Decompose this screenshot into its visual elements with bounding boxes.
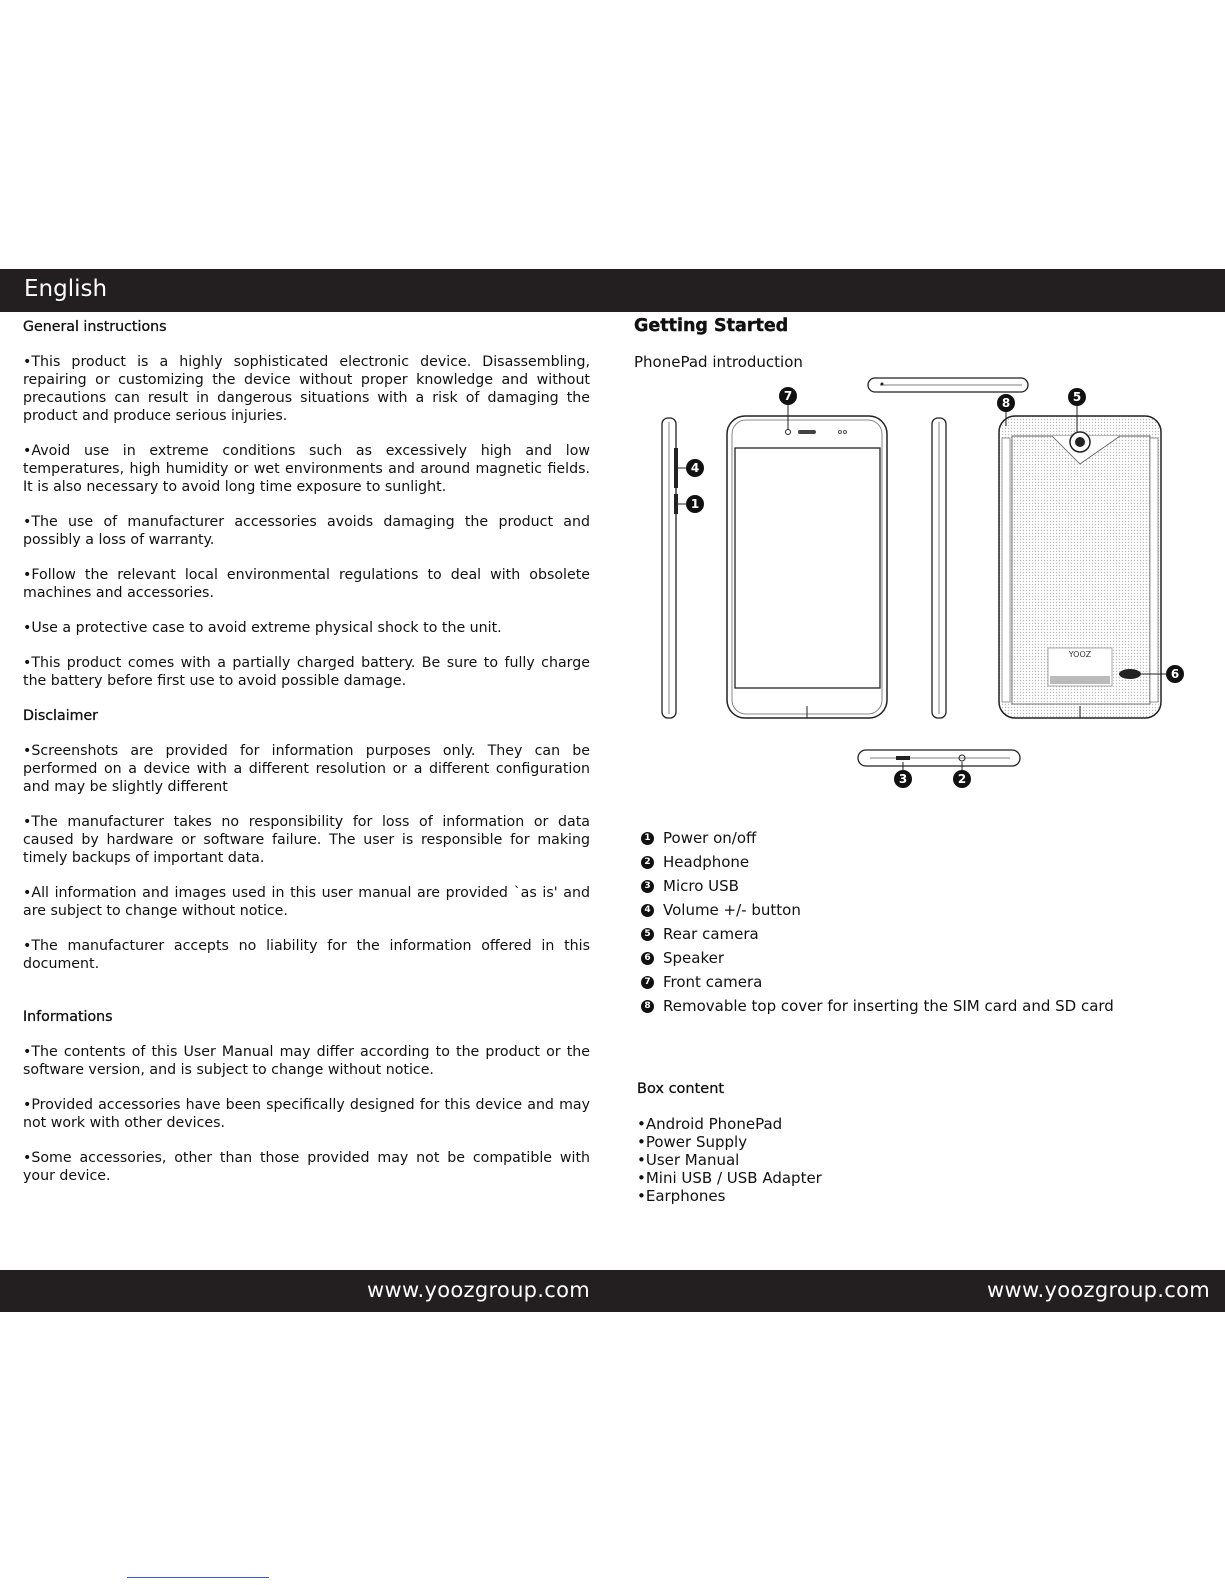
footer-url-right[interactable]: www.yoozgroup.com xyxy=(987,1278,1211,1302)
right-column xyxy=(634,316,1194,371)
legend-number: 6 xyxy=(641,952,654,965)
general-paragraph: •Avoid use in extreme conditions such as excessively high and low temperatures, high humidity or wet environments and around magnetic fields. It is also necessary to avoid long time exposure to sunlight. xyxy=(23,443,590,495)
left-column xyxy=(23,318,590,1185)
legend-item xyxy=(641,826,1114,850)
legend-label: Headphone xyxy=(663,853,750,871)
footer-url-left[interactable]: www.yoozgroup.com xyxy=(367,1278,591,1302)
legend-item xyxy=(641,970,1114,994)
right-side-view xyxy=(932,418,946,718)
component-legend xyxy=(641,826,1114,1018)
left-side-view xyxy=(662,418,678,718)
box-item: •User Manual xyxy=(637,1151,740,1169)
disclaimer-heading: Disclaimer xyxy=(23,708,99,724)
marker-8: 8 xyxy=(1001,396,1011,410)
box-item: •Android PhonePad xyxy=(637,1115,783,1133)
bottom-edge-view xyxy=(858,750,1020,766)
legend-item xyxy=(641,850,1114,874)
legend-label: Front camera xyxy=(663,973,763,991)
box-content-section xyxy=(637,1080,822,1205)
legend-item xyxy=(641,946,1114,970)
legend-number: 4 xyxy=(641,904,654,917)
legend-number: 8 xyxy=(641,1000,654,1013)
link-underline xyxy=(127,1577,269,1578)
legend-label: Micro USB xyxy=(663,877,739,895)
legend-label: Power on/off xyxy=(663,829,757,847)
back-view xyxy=(999,416,1161,718)
marker-7: 7 xyxy=(783,389,793,403)
legend-number: 7 xyxy=(641,976,654,989)
marker-3: 3 xyxy=(898,772,908,786)
getting-started-heading: Getting Started xyxy=(634,316,789,336)
disclaimer-paragraph: •All information and images used in this user manual are provided `as is' and are subject to change without notice. xyxy=(23,885,590,919)
legend-label: Rear camera xyxy=(663,925,759,943)
legend-item xyxy=(641,994,1114,1018)
brand-label: YOOZ xyxy=(1068,650,1092,659)
legend-item xyxy=(641,922,1114,946)
marker-6: 6 xyxy=(1170,667,1180,681)
info-paragraph: •The contents of this User Manual may differ according to the product or the software version, and is subject to change without notice. xyxy=(23,1044,590,1078)
legend-number: 1 xyxy=(641,832,654,845)
box-content-heading: Box content xyxy=(637,1081,725,1097)
marker-2: 2 xyxy=(957,772,967,786)
marker-4: 4 xyxy=(690,461,700,475)
disclaimer-paragraph: •Screenshots are provided for information purposes only. They can be performed on a device with a different resolution or a different configuration and may be slightly different xyxy=(23,743,590,795)
box-item: •Mini USB / USB Adapter xyxy=(637,1169,822,1187)
disclaimer-paragraph: •The manufacturer accepts no liability for the information offered in this document. xyxy=(23,938,590,972)
language-title: English xyxy=(24,276,108,302)
legend-number: 3 xyxy=(641,880,654,893)
box-item: •Power Supply xyxy=(637,1133,748,1151)
general-paragraph: •The use of manufacturer accessories avoids damaging the product and possibly a loss of warranty. xyxy=(23,514,590,548)
front-view xyxy=(727,416,887,718)
marker-5: 5 xyxy=(1072,390,1082,404)
disclaimer-paragraph: •The manufacturer takes no responsibility for loss of information or data caused by hardware or software failure. The user is responsible for making timely backups of important data. xyxy=(23,814,590,866)
general-paragraph: •This product comes with a partially charged battery. Be sure to fully charge the battery before first use to avoid possible damage. xyxy=(23,655,590,689)
top-edge-view xyxy=(868,378,1028,392)
phonepad-diagram xyxy=(650,376,1200,796)
legend-number: 2 xyxy=(641,856,654,869)
general-paragraph: •Follow the relevant local environmental regulations to deal with obsolete machines and accessories. xyxy=(23,567,590,601)
legend-label: Speaker xyxy=(663,949,725,967)
legend-label: Removable top cover for inserting the SIM card and SD card xyxy=(663,997,1114,1015)
box-item: •Earphones xyxy=(637,1187,726,1205)
legend-item xyxy=(641,898,1114,922)
informations-heading: Informations xyxy=(23,1009,113,1025)
info-paragraph: •Provided accessories have been specifically designed for this device and may not work with other devices. xyxy=(23,1097,590,1131)
general-paragraph: •This product is a highly sophisticated electronic device. Disassembling, repairing or customizing the device without proper knowledge and without precautions can result in dangerous situations with a risk of damaging the product and produce serious injuries. xyxy=(23,354,590,424)
general-paragraph: •Use a protective case to avoid extreme physical shock to the unit. xyxy=(23,620,502,636)
legend-number: 5 xyxy=(641,928,654,941)
info-paragraph: •Some accessories, other than those provided may not be compatible with your device. xyxy=(23,1150,590,1184)
legend-item xyxy=(641,874,1114,898)
intro-subheading: PhonePad introduction xyxy=(634,353,803,371)
footer-bar xyxy=(0,1270,1225,1312)
marker-1: 1 xyxy=(690,497,700,511)
header-bar xyxy=(0,269,1225,312)
general-instructions-heading: General instructions xyxy=(23,319,167,335)
legend-label: Volume +/- button xyxy=(663,901,801,919)
